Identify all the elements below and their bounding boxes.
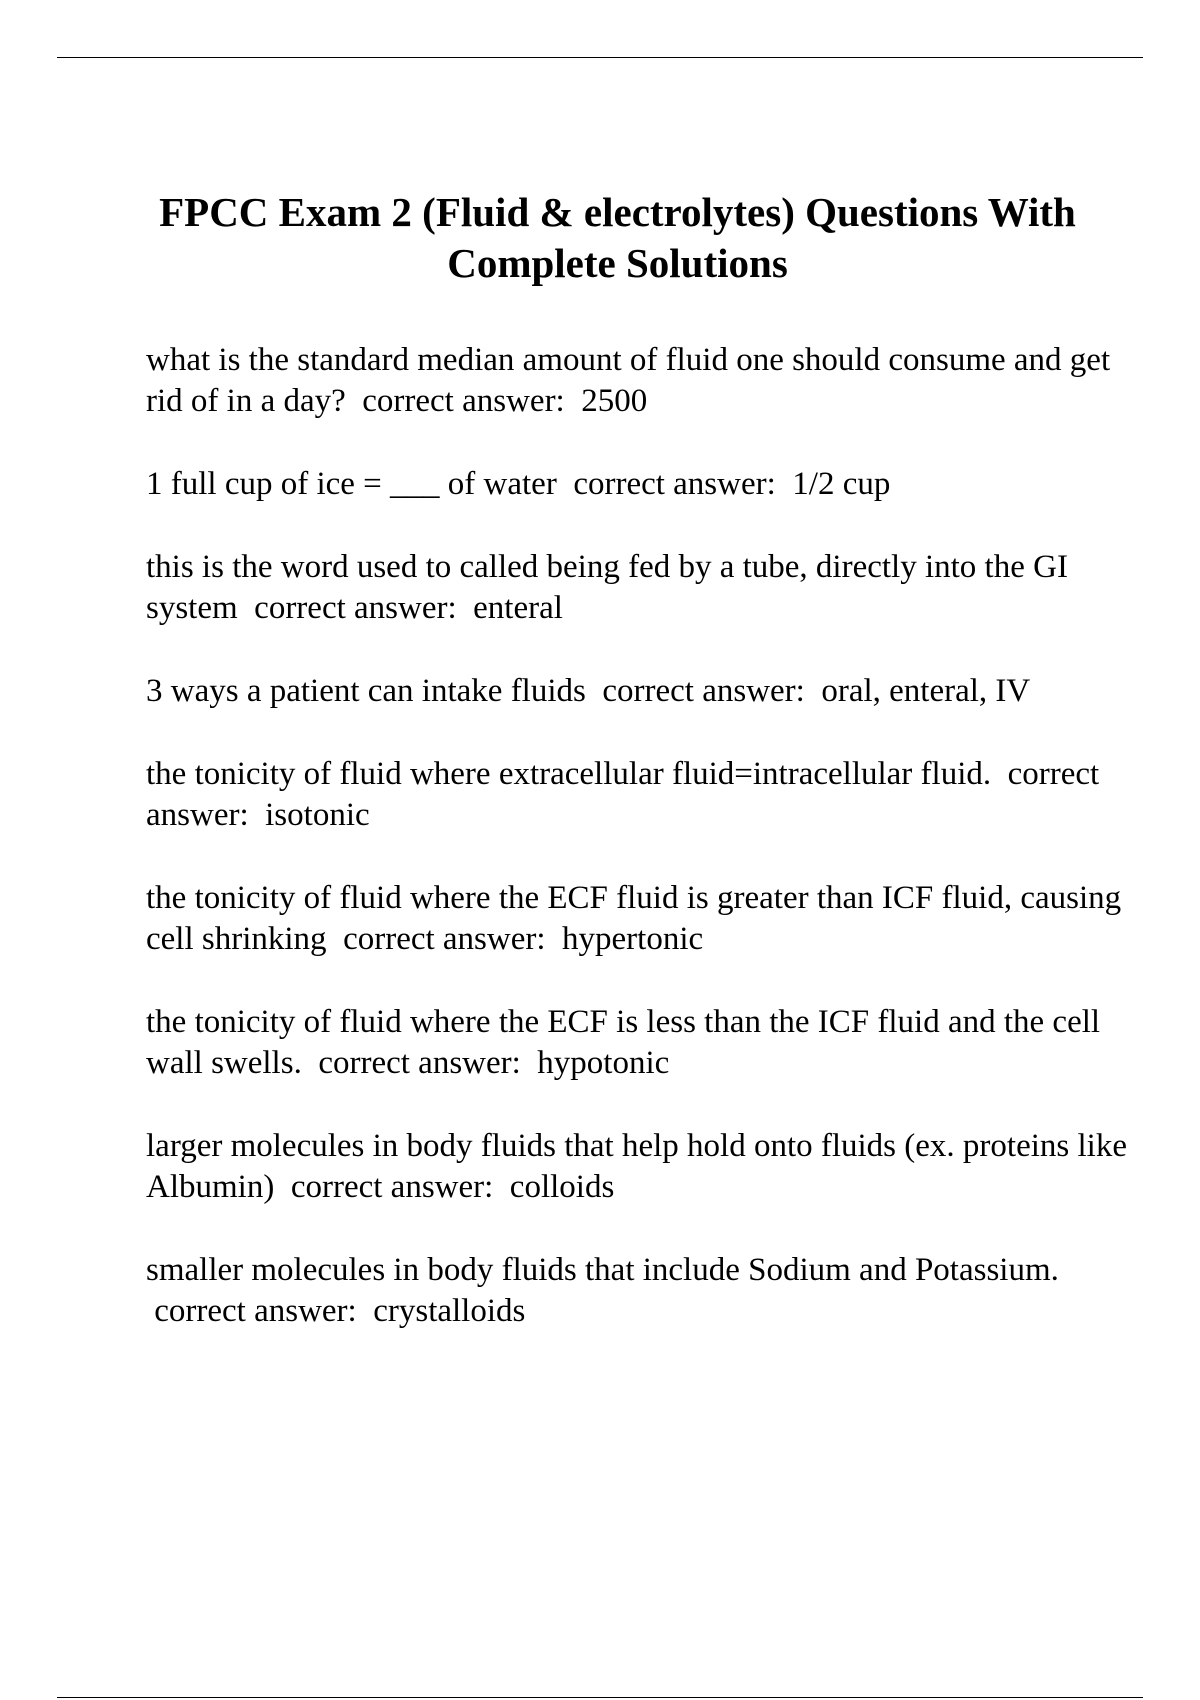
qa-list: [146, 340, 1146, 1374]
answer-text: 2500: [581, 383, 648, 419]
answer-text: isotonic: [265, 797, 370, 833]
question-text: 1 full cup of ice = ___ of water: [146, 466, 557, 502]
qa-item: [146, 1250, 1146, 1332]
qa-item: [146, 1126, 1146, 1208]
answer-prefix: correct answer:: [154, 1293, 357, 1329]
question-text: the tonicity of fluid where extracellular fluid=intracellular fluid.: [146, 756, 992, 792]
question-text: 3 ways a patient can intake fluids: [146, 673, 586, 709]
qa-item: [146, 878, 1146, 960]
qa-item: [146, 1002, 1146, 1084]
answer-prefix: correct answer:: [146, 756, 1100, 833]
qa-item: [146, 754, 1146, 836]
answer-prefix: correct answer:: [602, 673, 805, 709]
question-text: this is the word used to called being fed by a tube, directly into the GI system: [146, 549, 1068, 626]
qa-item: [146, 464, 1146, 505]
question-text: smaller molecules in body fluids that include Sodium and Potassium.: [146, 1252, 1059, 1288]
document-title: FPCC Exam 2 (Fluid & electrolytes) Questions With Complete Solutions: [159, 189, 1076, 286]
answer-text: hypotonic: [537, 1045, 670, 1081]
qa-item: [146, 671, 1146, 712]
answer-prefix: correct answer:: [290, 1169, 494, 1205]
answer-text: oral, enteral, IV: [821, 673, 1031, 709]
answer-prefix: correct answer:: [343, 921, 546, 957]
answer-prefix: correct answer:: [573, 466, 776, 502]
answer-prefix: correct answer:: [362, 383, 565, 419]
answer-text: colloids: [509, 1169, 615, 1205]
answer-text: crystalloids: [373, 1293, 526, 1329]
question-text: larger molecules in body fluids that help hold onto fluids (ex. proteins like Albumin): [146, 1128, 1127, 1205]
question-text: the tonicity of fluid where the ECF is less than the ICF fluid and the cell wall swells.: [146, 1004, 1101, 1081]
question-text: the tonicity of fluid where the ECF fluid is greater than ICF fluid, causing cell shrinking: [146, 880, 1122, 957]
answer-prefix: correct answer:: [318, 1045, 521, 1081]
answer-text: enteral: [473, 590, 563, 626]
qa-item: [146, 547, 1146, 629]
answer-text: hypertonic: [562, 921, 704, 957]
bottom-divider: [57, 1697, 1143, 1698]
answer-prefix: correct answer:: [254, 590, 457, 626]
qa-item: [146, 340, 1146, 422]
top-divider: [57, 57, 1143, 58]
question-text: what is the standard median amount of fluid one should consume and get rid of in a day?: [146, 342, 1111, 419]
answer-text: 1/2 cup: [792, 466, 891, 502]
